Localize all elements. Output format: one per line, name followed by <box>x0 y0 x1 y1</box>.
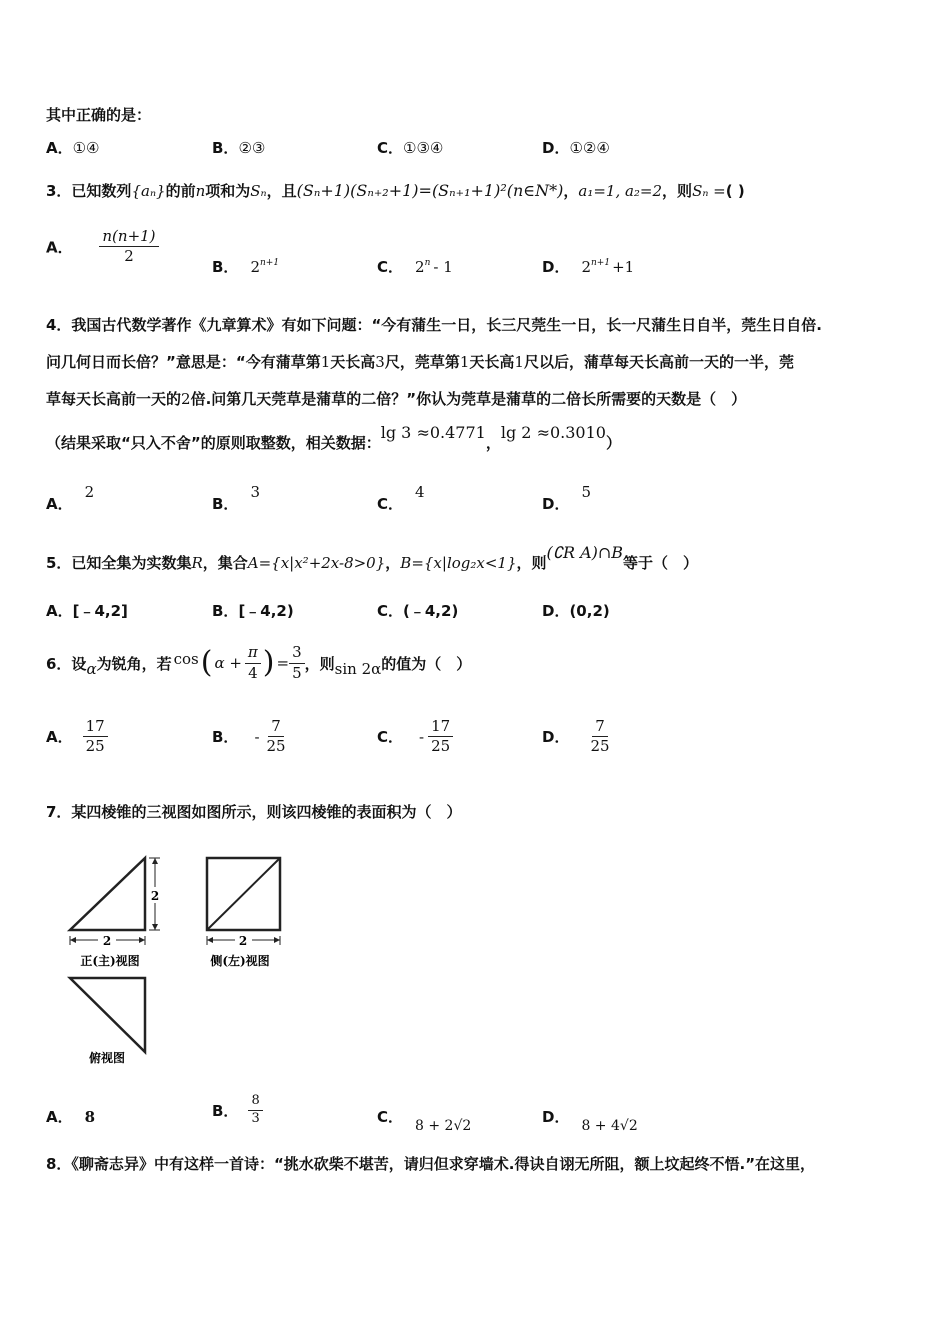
fraction: $\frac{7}{25}$ <box>266 717 286 756</box>
fraction: $\frac{\pi}{4}$ <box>245 644 261 682</box>
q3-initial-values: a₁=1, a₂=2 <box>578 182 663 200</box>
q3-option-d[interactable]: D． $2^{n+1} +1$ <box>542 258 635 276</box>
fraction: $\frac{7}{25}$ <box>590 717 610 756</box>
q2-option-c[interactable]: C．①③④ <box>377 139 444 157</box>
q8-stem: 8．《聊斋志异》中有这样一首诗：“挑水砍柴不堪苦，请归但求穿墙术.得诀自诩无所阻，额上坟起终不悟.”在这里， <box>46 1155 816 1173</box>
q6-option-c[interactable]: C． - $\frac{17}{25}$ <box>377 718 453 756</box>
fraction: $\frac{17}{25}$ <box>83 718 108 756</box>
q7-option-c[interactable]: C． 8 + 2√2 <box>377 1108 472 1134</box>
side-view <box>207 858 280 968</box>
q7-stem: 7．某四棱锥的三视图如图所示，则该四棱锥的表面积为（ ） <box>46 803 462 821</box>
q6-stem: 6．设 α 为锐角，若 cos ( α + $\frac{\pi}{4}$ ) = $\frac{3}{5}$ ，则 sin 2α 的值为（ ） <box>46 643 472 682</box>
q4-option-b[interactable]: B．3 <box>212 483 260 513</box>
q4-stem-line2: 问几何日而长倍？”意思是：“今有蒲草第1天长高3尺，莞草第1天长高1尺以后，蒲草每天长高前一天的一半，莞 <box>46 353 794 371</box>
q4-option-d[interactable]: D．5 <box>542 483 591 513</box>
fraction: $\frac{3}{5}$ <box>289 644 305 682</box>
q5-set-b: B={x|log₂x<1} <box>400 554 517 572</box>
fraction: $\frac{8}{3}$ <box>248 1094 262 1127</box>
intro-text: 其中正确的是： <box>46 106 152 124</box>
q3-option-a[interactable]: A． $\frac{n(n+1)}{2}$ <box>46 228 159 266</box>
q2-option-d[interactable]: D．①②④ <box>542 139 610 157</box>
top-view-caption: 俯视图 <box>88 1051 126 1065</box>
fraction: $\frac{n(n+1)}{2}$ <box>99 228 158 266</box>
side-view-caption: 侧(左)视图 <box>210 954 270 968</box>
q6-option-a[interactable]: A． $\frac{17}{25}$ <box>46 718 108 756</box>
q5-expression: (∁R A)∩B <box>546 543 624 562</box>
q5-option-d[interactable]: D．(0,2) <box>542 602 610 620</box>
q3-option-b[interactable]: B． $2^{n+1}$ <box>212 258 280 276</box>
three-view-figure <box>60 850 300 1070</box>
front-view <box>70 858 160 968</box>
q2-option-b[interactable]: B．②③ <box>212 139 266 157</box>
q3-formula: (Sₙ+1)(Sₙ₊₂+1)=(Sₙ₊₁+1)²(n∈N*) <box>296 181 564 200</box>
q7-option-d[interactable]: D． 8 + 4√2 <box>542 1108 638 1134</box>
front-height-label: 2 <box>150 889 160 903</box>
q5-stem: 5．已知全集为实数集R，集合A={x|x²+2x-8>0}，B={x|log₂x<1}，则(∁R A)∩B等于（ ） <box>46 543 699 572</box>
q4-lg3: lg 3 ≈0.4771 <box>380 423 486 442</box>
q3-option-c[interactable]: C． 2$^n$ - 1 <box>377 258 453 276</box>
q6-option-b[interactable]: B． - $\frac{7}{25}$ <box>212 718 289 756</box>
top-view <box>70 978 145 1065</box>
q4-stem-line3: 草每天长高前一天的2倍.问第几天莞草是蒲草的二倍？”你认为莞草是蒲草的二倍长所需要的天数是（ ） <box>46 390 747 408</box>
q3-stem: 3．已知数列{aₙ}的前n项和为Sₙ，且(Sₙ+1)(Sₙ₊₂+1)=(Sₙ₊₁+1)²(n∈N*)，a₁=1, a₂=2，则Sₙ =( ) <box>46 181 745 200</box>
q7-option-b[interactable]: B． $\frac{8}{3}$ <box>212 1094 263 1127</box>
q5-option-c[interactable]: C．(﹣4,2) <box>377 602 459 620</box>
q4-lg2: lg 2 ≈0.3010 <box>500 423 606 442</box>
q4-stem-line4: （结果采取“只入不舍”的原则取整数，相关数据：lg 3 ≈0.4771，lg 2 ≈0.3010） <box>46 423 621 452</box>
q5-option-b[interactable]: B．[﹣4,2) <box>212 602 294 620</box>
q4-option-a[interactable]: A．2 <box>46 483 95 513</box>
front-view-caption: 正(主)视图 <box>80 954 140 968</box>
q6-option-d[interactable]: D． $\frac{7}{25}$ <box>542 718 613 756</box>
q2-option-a[interactable]: A．①④ <box>46 139 100 157</box>
q4-stem-line1: 4．我国古代数学著作《九章算术》有如下问题：“今有蒲生一日，长三尺莞生一日，长一尺蒲生日自半，莞生日自倍. <box>46 316 822 334</box>
q4-option-c[interactable]: C．4 <box>377 483 425 513</box>
q5-option-a[interactable]: A．[﹣4,2] <box>46 602 128 620</box>
fraction: $\frac{17}{25}$ <box>428 718 453 756</box>
front-width-label: 2 <box>102 934 112 948</box>
q5-set-a: A={x|x²+2x-8>0} <box>247 554 386 572</box>
q7-option-a[interactable]: A． 8 <box>46 1108 96 1126</box>
side-width-label: 2 <box>238 934 248 948</box>
